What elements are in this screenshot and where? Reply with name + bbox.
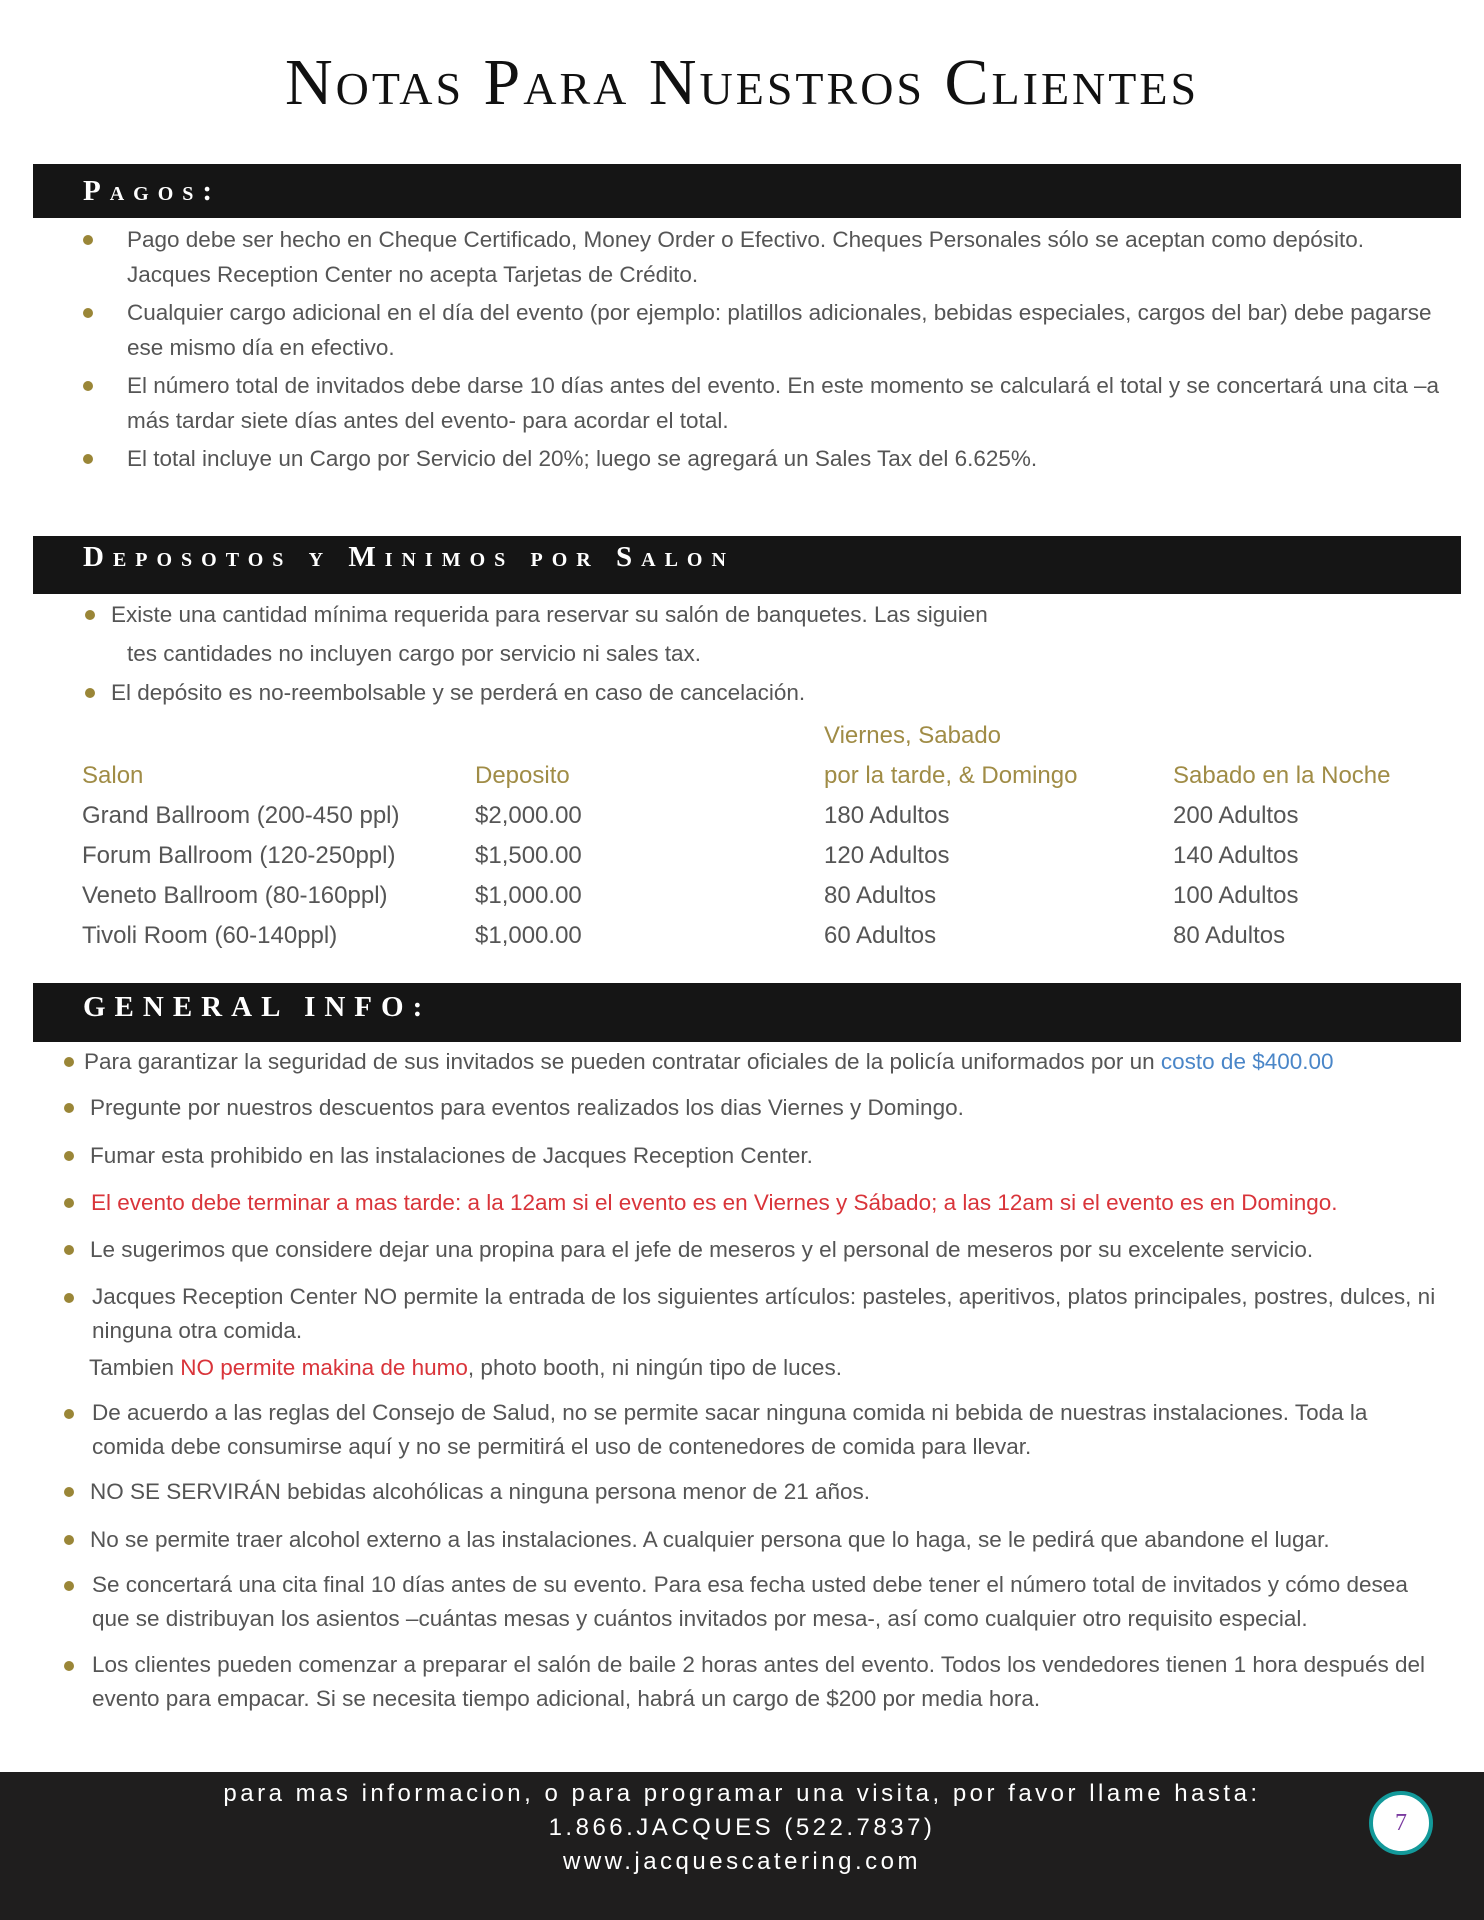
table-cell: 180 Adultos [824,802,950,829]
general-heading-bar [33,983,1461,1042]
table-cell: $1,000.00 [475,882,582,909]
list-item: El número total de invitados debe darse 10 días antes del evento. En este momento se calculará el total y se concertará una cita –a más tardar siete días antes del evento- para acordar el total. [83,368,1443,438]
bullet-icon [64,1057,74,1067]
bullet-icon [85,688,95,698]
list-item: Los clientes pueden comenzar a preparar el salón de baile 2 horas antes del evento. Todos los vendedores tienen 1 hora después del evento para empacar. Si se necesita tiempo adicional, habrá un cargo de $200 por media hora. [64,1648,1444,1716]
list-item: Cualquier cargo adicional en el día del evento (por ejemplo: platillos adicionales, bebidas especiales, cargos del bar) debe pagarse ese mismo día en efectivo. [83,295,1443,365]
table-cell: Tivoli Room (60-140ppl) [82,922,338,949]
list-item: Existe una cantidad mínima requerida para reservar su salón de banquetes. Las siguien [85,597,1085,633]
list-item: Para garantizar la seguridad de sus invitados se pueden contratar oficiales de la policía uniformados por un costo de $400.00 [64,1044,1444,1080]
page-title: Notas Para Nuestros Clientes [284,46,1200,119]
general-list [64,1044,1444,1716]
table-cell: Veneto Ballroom (80-160ppl) [82,882,388,909]
list-item: El evento debe terminar a mas tarde: a la 12am si el evento es en Viernes y Sábado; a las 12am si el evento es en Domingo. [64,1185,1444,1221]
general-heading: GENERAL INFO: [83,991,432,1023]
table-header-cell: Deposito [475,762,570,789]
police-cost-link[interactable]: costo de $400.00 [1160,1049,1334,1074]
bullet-icon [64,1151,74,1161]
bullet-icon [85,610,95,620]
table-cell: $1,000.00 [475,922,582,949]
pagos-heading-bar [33,164,1461,218]
list-item: De acuerdo a las reglas del Consejo de Salud, no se permite sacar ninguna comida ni bebida de nuestras instalaciones. Toda la comida debe consumirse aquí y no se permitirá el uso de contenedores de comida para llevar. [64,1396,1444,1464]
depositos-list [85,597,1085,711]
bullet-icon [64,1245,74,1255]
page-number-badge: 7 [1369,1791,1433,1855]
bullet-icon [64,1535,74,1545]
table-cell: 80 Adultos [1173,922,1286,949]
pagos-heading: Pagos: [83,175,222,207]
table-cell: 120 Adultos [824,842,950,869]
table-header-cell: Sabado en la Noche [1173,762,1391,789]
bullet-icon [64,1409,74,1419]
table-cell: $2,000.00 [475,802,582,829]
list-item: Pregunte por nuestros descuentos para eventos realizados los dias Viernes y Domingo. [64,1090,1444,1126]
bullet-icon [64,1103,74,1113]
bullet-icon [83,454,93,464]
list-item: Fumar esta prohibido en las instalaciones de Jacques Reception Center. [64,1138,1444,1174]
bullet-icon [83,308,93,318]
bullet-icon [64,1661,74,1671]
depositos-heading: Deposotos y Minimos por Salon [83,541,735,573]
list-item: El depósito es no-reembolsable y se perderá en caso de cancelación. [85,675,1085,711]
list-item: Se concertará una cita final 10 días antes de su evento. Para esa fecha usted debe tener el número total de invitados y cómo desea que se distribuyan los asientos –cuántas mesas y cuántos invitados por mesa-, así como cualquier otro requisito especial. [64,1568,1444,1636]
list-item-continuation: Tambien NO permite makina de humo, photo booth, ni ningún tipo de luces. [89,1355,842,1380]
footer-contact-text: para mas informacion, o para programar una visita, por favor llame hasta: [223,1780,1261,1807]
bullet-icon [64,1293,74,1303]
table-cell: 100 Adultos [1173,882,1299,909]
list-item: Jacques Reception Center NO permite la entrada de los siguientes artículos: pasteles, aperitivos, platos principales, postres, dulces, ni ninguna otra comida. [64,1280,1444,1348]
table-cell: Grand Ballroom (200-450 ppl) [82,802,400,829]
bullet-icon [64,1198,74,1208]
footer [0,1772,1484,1920]
bullet-icon [64,1487,74,1497]
bullet-icon [64,1581,74,1591]
table-cell: 140 Adultos [1173,842,1299,869]
list-item: Pago debe ser hecho en Cheque Certificado, Money Order o Efectivo. Cheques Personales sólo se aceptan como depósito. Jacques Reception Center no acepta Tarjetas de Crédito. [83,222,1443,292]
table-cell: 80 Adultos [824,882,937,909]
table-header-cell: Salon [82,762,144,789]
table-cell: $1,500.00 [475,842,582,869]
pagos-list [83,222,1443,476]
bullet-icon [83,235,93,245]
footer-phone[interactable]: 1.866.JACQUES (522.7837) [548,1814,936,1841]
table-header-cell: Viernes, Sabado [824,722,1002,749]
footer-website[interactable]: www.jacquescatering.com [563,1848,921,1875]
list-item: NO SE SERVIRÁN bebidas alcohólicas a ninguna persona menor de 21 años. [64,1474,1444,1510]
depositos-heading-bar [33,536,1461,594]
table-header-cell: por la tarde, & Domingo [824,762,1078,789]
list-item-continuation: tes cantidades no incluyen cargo por servicio ni sales tax. [127,641,702,666]
table-cell: Forum Ballroom (120-250ppl) [82,842,396,869]
list-item: Le sugerimos que considere dejar una propina para el jefe de meseros y el personal de meseros por su excelente servicio. [64,1232,1444,1268]
bullet-icon [83,381,93,391]
list-item: El total incluye un Cargo por Servicio del 20%; luego se agregará un Sales Tax del 6.625%. [83,441,1443,476]
table-cell: 60 Adultos [824,922,937,949]
table-cell: 200 Adultos [1173,802,1299,829]
list-item: No se permite traer alcohol externo a las instalaciones. A cualquier persona que lo haga, se le pedirá que abandone el lugar. [64,1522,1444,1558]
